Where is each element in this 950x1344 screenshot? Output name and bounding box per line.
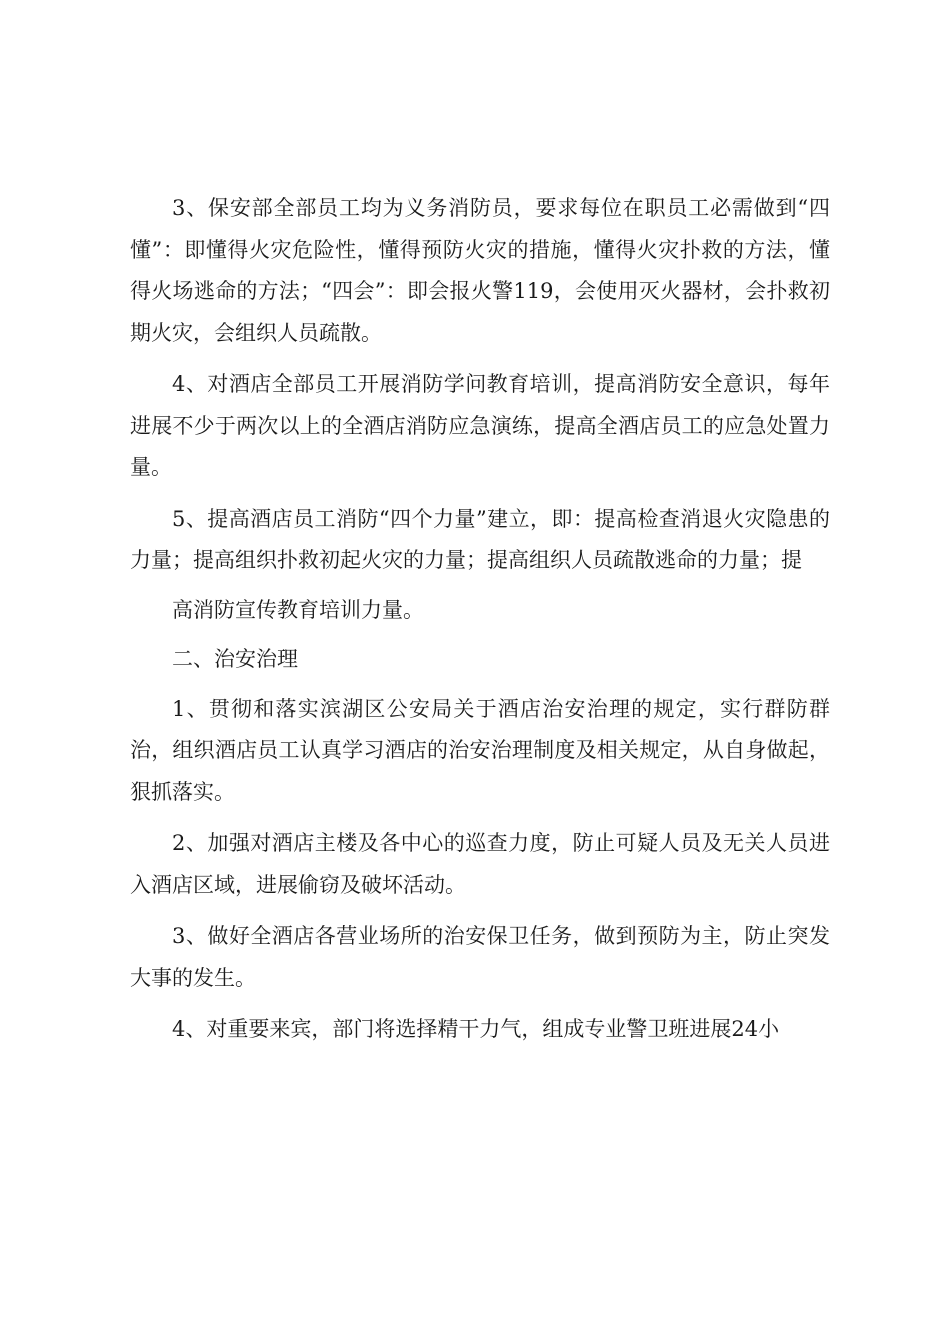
paragraph-business-areas: 3、做好全酒店各营业场所的治安保卫任务，做到预防为主，防止突发大事的发生。	[130, 924, 830, 990]
paragraph-four-abilities-continued: 高消防宣传教育培训力量。	[172, 597, 424, 622]
paragraph-four-abilities: 5、提高酒店员工消防“四个力量”建立，即：提高检查消退火灾隐患的力量；提高组织扑救初起火灾的力量；提高组织人员疏散逃命的力量；提	[130, 506, 830, 572]
paragraph-fire-volunteers: 3、保安部全部员工均为义务消防员，要求每位在职员工必需做到“四懂”：即懂得火灾危险性，懂得预防火灾的措施，懂得火灾扑救的方法，懂得火场逃命的方法；“四会”：即会报火警119，会使用灭火器材，会扑救初期火灾，会组织人员疏散。	[130, 196, 830, 345]
paragraph-fire-training: 4、对酒店全部员工开展消防学问教育培训，提高消防安全意识，每年进展不少于两次以上的全酒店消防应急演练，提高全酒店员工的应急处置力量。	[130, 372, 830, 479]
paragraph-patrol: 2、加强对酒店主楼及各中心的巡查力度，防止可疑人员及无关人员进入酒店区域，进展偷窃及破坏活动。	[130, 831, 830, 897]
paragraph-security-regulations: 1、贯彻和落实滨湖区公安局关于酒店治安治理的规定，实行群防群治，组织酒店员工认真学习酒店的治安治理制度及相关规定，从自身做起，狠抓落实。	[130, 696, 830, 804]
paragraph-vip-guard: 4、对重要来宾，部门将选择精干力气，组成专业警卫班进展24小	[172, 1017, 780, 1041]
document-body	[130, 188, 830, 1061]
section-heading-public-security: 二、治安治理	[172, 647, 298, 671]
